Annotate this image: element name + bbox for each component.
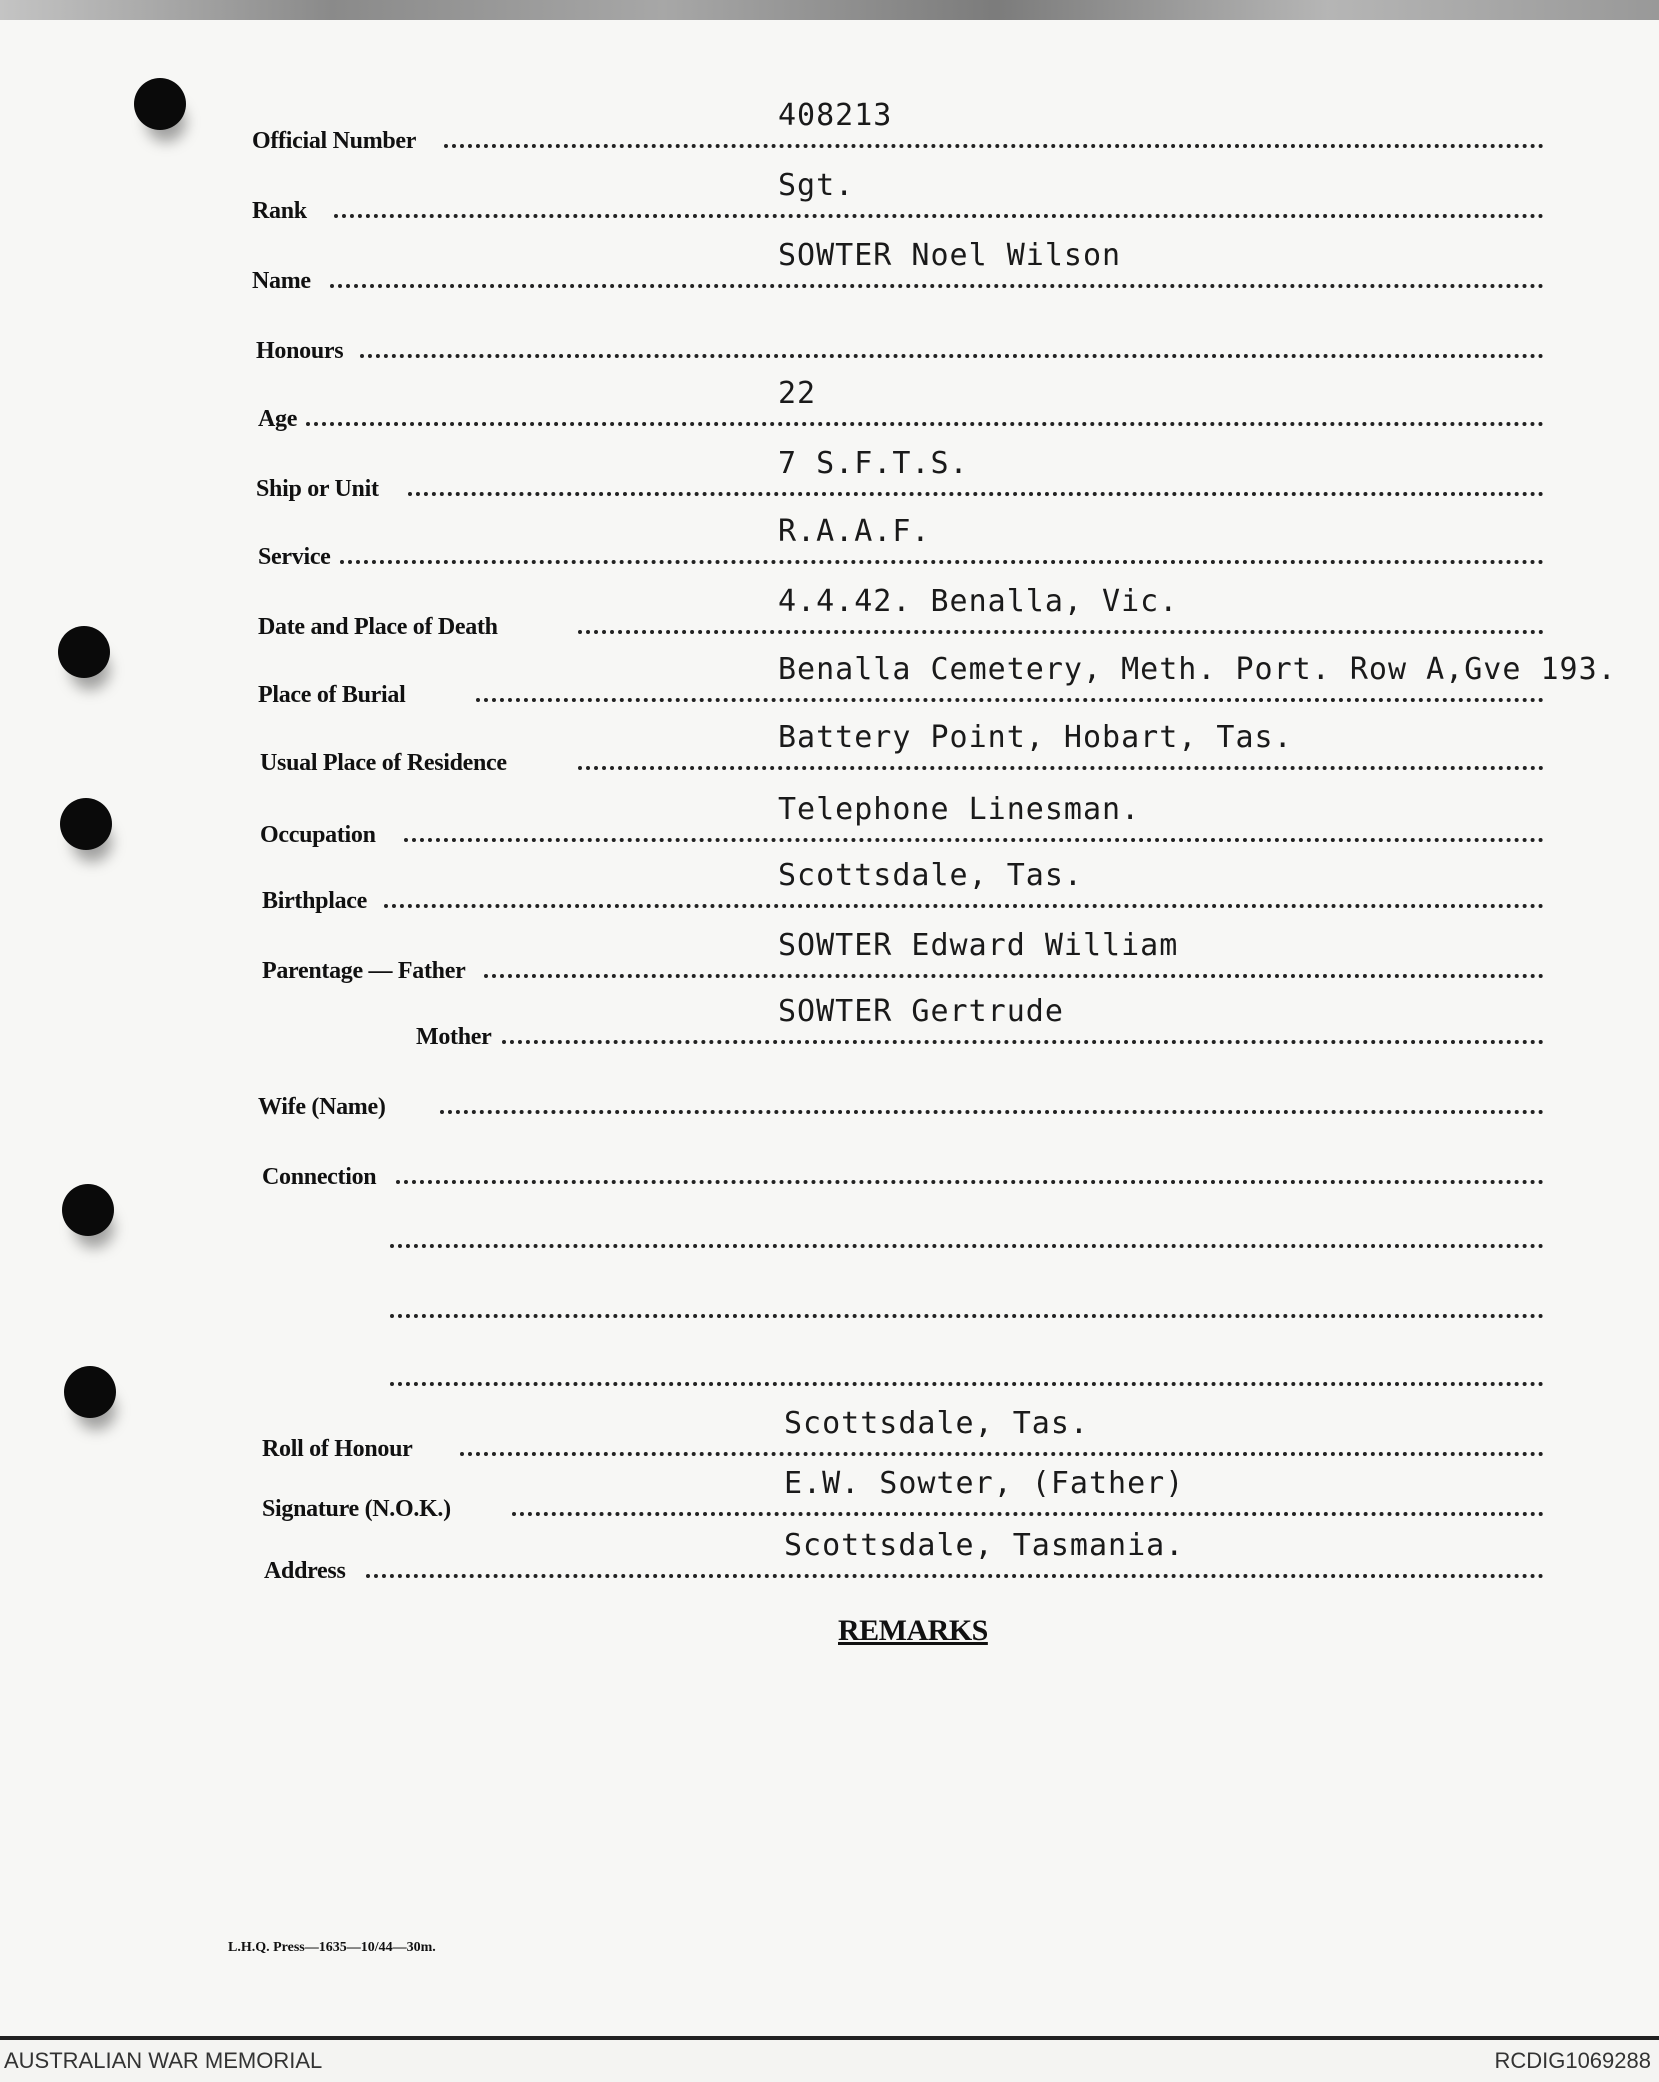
field-label: Date and Place of Death <box>258 614 498 640</box>
dotted-line <box>334 214 1544 218</box>
dotted-line <box>502 1040 1544 1044</box>
field-value: SOWTER Noel Wilson <box>778 238 1122 273</box>
dotted-line <box>578 766 1544 770</box>
field-value: SOWTER Edward William <box>778 928 1179 963</box>
form-row <box>0 792 1659 864</box>
field-label: Name <box>252 268 311 294</box>
dotted-line <box>444 144 1544 148</box>
form-row <box>0 514 1659 586</box>
field-label: Ship or Unit <box>256 476 379 502</box>
dotted-line <box>440 1110 1544 1114</box>
form-row <box>0 928 1659 1000</box>
field-label: Parentage — Father <box>262 958 466 984</box>
form-row <box>0 652 1659 724</box>
field-label: Mother <box>416 1024 492 1050</box>
field-value: Benalla Cemetery, Meth. Port. Row A,Gve 193. <box>778 652 1617 687</box>
field-label: Address <box>264 1558 346 1584</box>
form-row <box>0 168 1659 240</box>
field-value: 408213 <box>778 98 893 133</box>
field-label: Connection <box>262 1164 377 1190</box>
field-label: Age <box>258 406 298 432</box>
form-row <box>0 858 1659 930</box>
dotted-line <box>396 1180 1544 1184</box>
field-value: 4.4.42. Benalla, Vic. <box>778 584 1179 619</box>
field-label: Usual Place of Residence <box>260 750 507 776</box>
dotted-line <box>460 1452 1544 1456</box>
dotted-line <box>404 838 1544 842</box>
dotted-line <box>476 698 1544 702</box>
field-label: Occupation <box>260 822 376 848</box>
form-row <box>0 376 1659 448</box>
field-label: Place of Burial <box>258 682 406 708</box>
field-label: Rank <box>252 198 307 224</box>
dotted-line <box>360 354 1544 358</box>
form-row <box>0 1280 1659 1340</box>
page-bottom-edge <box>0 2036 1659 2040</box>
form-row <box>0 320 1659 380</box>
field-label: Service <box>258 544 331 570</box>
dotted-line <box>390 1244 1544 1248</box>
dotted-line <box>390 1314 1544 1318</box>
dotted-line <box>340 560 1544 564</box>
field-value: E.W. Sowter, (Father) <box>784 1466 1185 1501</box>
dotted-line <box>366 1574 1544 1578</box>
field-value: Scottsdale, Tas. <box>778 858 1083 893</box>
form-row <box>0 1210 1659 1270</box>
field-label: Roll of Honour <box>262 1436 413 1462</box>
form-row <box>0 1076 1659 1136</box>
dotted-line <box>390 1382 1544 1386</box>
footer-left: AUSTRALIAN WAR MEMORIAL <box>4 2048 323 2073</box>
field-value: 22 <box>778 376 817 411</box>
field-label: Birthplace <box>262 888 367 914</box>
field-value: R.A.A.F. <box>778 514 931 549</box>
dotted-line <box>578 630 1544 634</box>
form-row <box>0 584 1659 656</box>
form-row <box>0 1348 1659 1408</box>
field-value: 7 S.F.T.S. <box>778 446 969 481</box>
field-label: Wife (Name) <box>258 1094 386 1120</box>
dotted-line <box>512 1512 1544 1516</box>
press-note: L.H.Q. Press—1635—10/44—30m. <box>228 1940 436 1955</box>
footer-right: RCDIG1069288 <box>1494 2048 1651 2073</box>
dotted-line <box>384 904 1544 908</box>
remarks-heading: REMARKS <box>838 1614 988 1647</box>
field-value: Scottsdale, Tas. <box>784 1406 1089 1441</box>
form-row <box>0 98 1659 170</box>
field-label: Official Number <box>252 128 417 154</box>
form-row <box>0 1528 1659 1600</box>
field-value: Scottsdale, Tasmania. <box>784 1528 1185 1563</box>
field-value: Sgt. <box>778 168 855 203</box>
dotted-line <box>330 284 1544 288</box>
dotted-line <box>306 422 1544 426</box>
form-row <box>0 994 1659 1066</box>
field-value: Telephone Linesman. <box>778 792 1141 827</box>
form-row <box>0 238 1659 310</box>
dotted-line <box>484 974 1544 978</box>
dotted-line <box>408 492 1544 496</box>
field-label: Honours <box>256 338 344 364</box>
scan-edge <box>0 0 1659 20</box>
form-row <box>0 1146 1659 1206</box>
field-value: Battery Point, Hobart, Tas. <box>778 720 1293 755</box>
form-row <box>0 446 1659 518</box>
field-label: Signature (N.O.K.) <box>262 1496 451 1522</box>
form-row <box>0 720 1659 792</box>
field-value: SOWTER Gertrude <box>778 994 1064 1029</box>
